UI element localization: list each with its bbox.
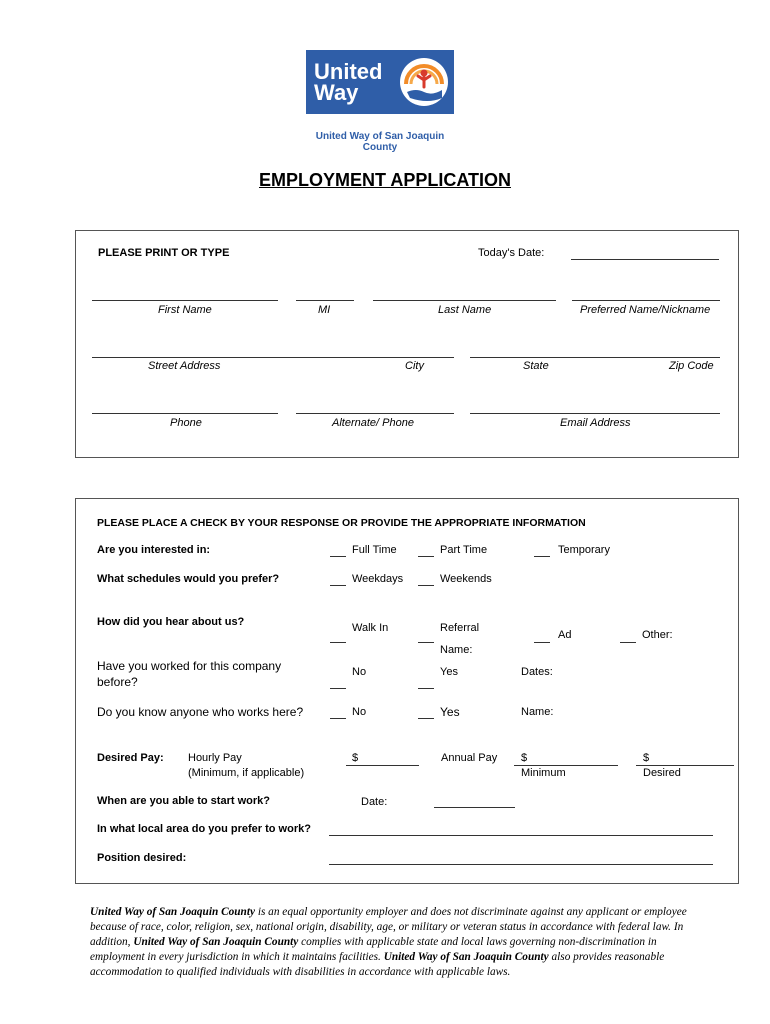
ad-label: Ad <box>558 629 572 641</box>
check-response-heading: PLEASE PLACE A CHECK BY YOUR RESPONSE OR PROVIDE THE APPROPRIATE INFORMATION <box>97 517 586 529</box>
footer-text-3: also provides reasonable accommodation to qualified individuals with disabilities in accordance with applicable laws. <box>90 951 665 978</box>
phone-label: Phone <box>170 417 202 429</box>
phone-field[interactable] <box>92 413 278 414</box>
know-yes-checkbox[interactable] <box>418 718 434 719</box>
referral-checkbox[interactable] <box>418 642 434 643</box>
temporary-label: Temporary <box>558 544 610 556</box>
first-name-label: First Name <box>158 304 212 316</box>
position-desired-field[interactable] <box>329 864 713 865</box>
interest-question: Are you interested in: <box>97 544 211 556</box>
footer-text-2: complies with applicable state and local laws governing non-discrimination in employment in every jurisdiction in which it maintains facilities. <box>90 936 657 963</box>
state-label: State <box>523 360 549 372</box>
hand-rainbow-icon <box>398 54 450 110</box>
worked-no-checkbox[interactable] <box>330 688 346 689</box>
first-name-field[interactable] <box>92 300 278 301</box>
other-checkbox[interactable] <box>620 642 636 643</box>
local-area-question: In what local area do you prefer to work? <box>97 823 311 835</box>
desired-label: Desired <box>643 767 681 779</box>
hourly-pay-note: (Minimum, if applicable) <box>188 767 305 779</box>
full-time-checkbox[interactable] <box>330 556 346 557</box>
start-date-label: Date: <box>361 796 388 808</box>
zip-code-label: Zip Code <box>669 360 714 372</box>
footer-text-1: is an equal opportunity employer and does not discriminate against any applicant or employee because of race, color, religion, sex, national origin, disability, age, or military or veteran status in accordance with federal law. In addition, <box>90 906 687 948</box>
annual-min-dollar-sign: $ <box>521 752 528 764</box>
hear-about-question: How did you hear about us? <box>97 616 245 628</box>
eeo-statement <box>90 905 690 980</box>
last-name-label: Last Name <box>438 304 492 316</box>
print-or-type-heading: PLEASE PRINT OR TYPE <box>98 247 230 259</box>
worked-yes-label: Yes <box>440 666 458 678</box>
referral-label: Referral <box>440 622 480 634</box>
ad-checkbox[interactable] <box>534 642 550 643</box>
alternate-phone-label: Alternate/ Phone <box>332 417 414 429</box>
alternate-phone-field[interactable] <box>296 413 454 414</box>
street-address-label: Street Address <box>148 360 221 372</box>
know-no-label: No <box>352 706 367 718</box>
footer-org-3: United Way of San Joaquin County <box>383 951 549 963</box>
weekdays-label: Weekdays <box>352 573 404 585</box>
mi-label: MI <box>318 304 331 316</box>
walk-in-label: Walk In <box>352 622 389 634</box>
todays-date-field[interactable] <box>571 259 719 260</box>
start-date-field[interactable] <box>434 807 515 808</box>
know-yes-label: Yes <box>440 705 460 719</box>
schedule-question: What schedules would you prefer? <box>97 573 280 585</box>
other-label: Other: <box>642 629 673 641</box>
footer-org-2: United Way of San Joaquin County <box>133 936 299 948</box>
city-label: City <box>405 360 424 372</box>
weekends-checkbox[interactable] <box>418 585 434 586</box>
weekdays-checkbox[interactable] <box>330 585 346 586</box>
nickname-label: Preferred Name/Nickname <box>580 304 711 316</box>
page-title: EMPLOYMENT APPLICATION <box>259 170 511 190</box>
position-desired-label: Position desired: <box>97 852 187 864</box>
logo-line2: Way <box>314 80 359 105</box>
start-work-question: When are you able to start work? <box>97 795 270 807</box>
referral-name-label: Name: <box>440 644 473 656</box>
full-time-label: Full Time <box>352 544 397 556</box>
part-time-checkbox[interactable] <box>418 556 434 557</box>
footer-org-1: United Way of San Joaquin County <box>90 906 255 918</box>
annual-desired-field[interactable] <box>636 765 734 766</box>
know-anyone-question: Do you know anyone who works here? <box>97 705 304 719</box>
minimum-label: Minimum <box>521 767 566 779</box>
part-time-label: Part Time <box>440 544 488 556</box>
hourly-dollar-sign: $ <box>352 752 359 764</box>
know-name-label: Name: <box>521 706 554 718</box>
hourly-pay-label: Hourly Pay <box>188 752 242 764</box>
logo-caption: United Way of San Joaquin County <box>315 131 445 153</box>
worked-yes-checkbox[interactable] <box>418 688 434 689</box>
walk-in-checkbox[interactable] <box>330 642 346 643</box>
know-no-checkbox[interactable] <box>330 718 346 719</box>
mi-field[interactable] <box>296 300 354 301</box>
weekends-label: Weekends <box>440 573 492 585</box>
last-name-field[interactable] <box>373 300 556 301</box>
temporary-checkbox[interactable] <box>534 556 550 557</box>
annual-desired-dollar-sign: $ <box>643 752 650 764</box>
annual-pay-label: Annual Pay <box>441 752 498 764</box>
local-area-field[interactable] <box>329 835 713 836</box>
street-address-field[interactable] <box>92 357 454 358</box>
worked-no-label: No <box>352 666 367 678</box>
city-state-zip-field[interactable] <box>470 357 720 358</box>
hourly-pay-field[interactable] <box>346 765 419 766</box>
worked-before-question: Have you worked for this company before? <box>97 659 282 689</box>
email-label: Email Address <box>560 417 631 429</box>
united-way-logo <box>306 50 454 114</box>
nickname-field[interactable] <box>572 300 720 301</box>
logo-line1: United <box>314 59 383 84</box>
email-field[interactable] <box>470 413 720 414</box>
worked-dates-label: Dates: <box>521 666 553 678</box>
desired-pay-label: Desired Pay: <box>97 752 164 764</box>
annual-minimum-field[interactable] <box>514 765 618 766</box>
todays-date-label: Today's Date: <box>478 247 545 259</box>
